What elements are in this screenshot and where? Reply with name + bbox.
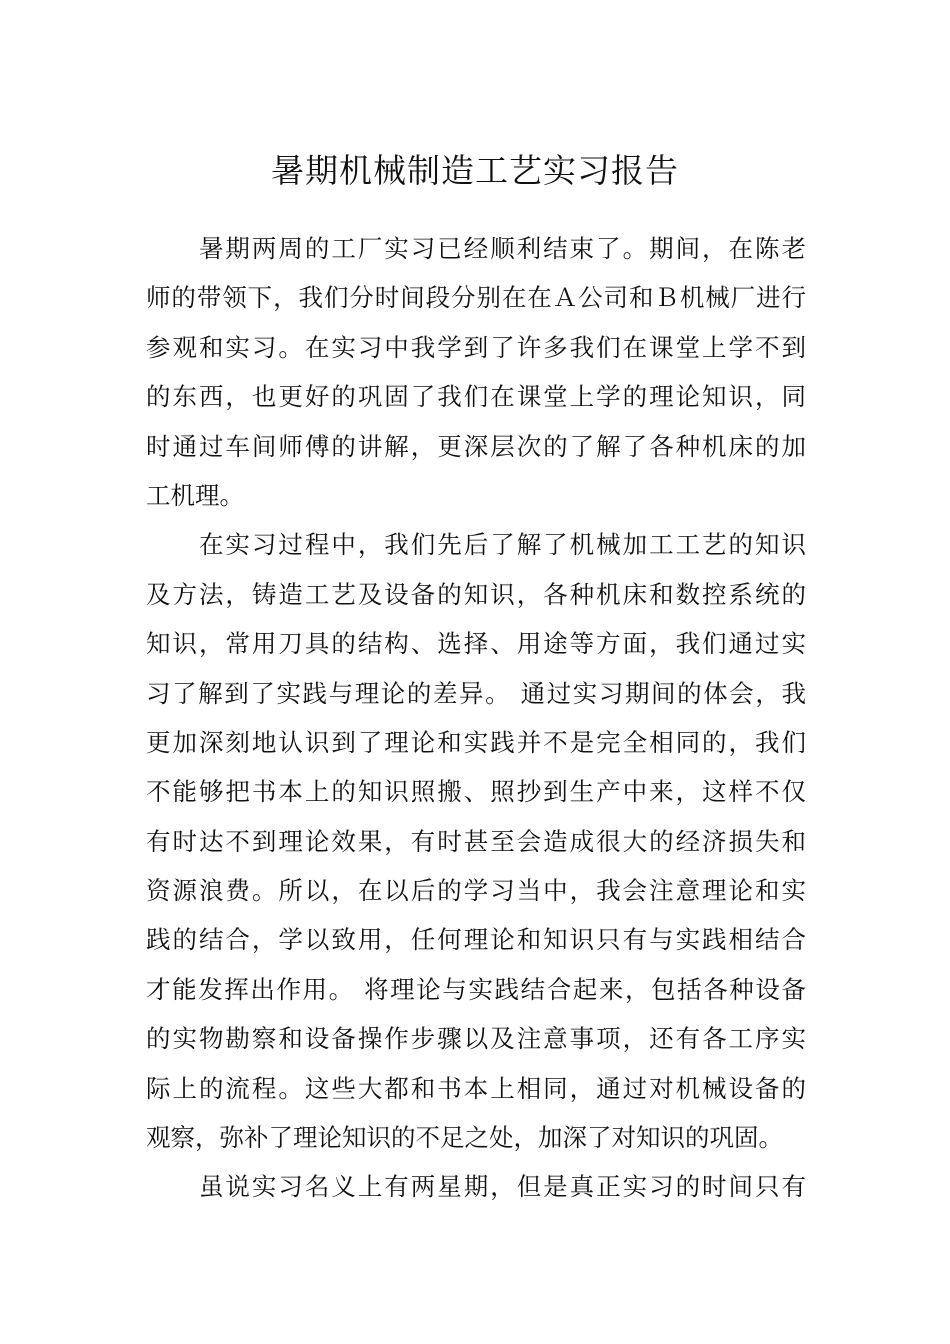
body-line: 才能发挥出作用。 将理论与实践结合起来，包括各种设备 <box>146 974 806 1004</box>
body-line: 有时达不到理论效果，有时甚至会造成很大的经济损失和 <box>146 826 806 856</box>
body-line: 更加深刻地认识到了理论和实践并不是完全相同的，我们 <box>146 727 806 757</box>
body-line: 践的结合，学以致用，任何理论和知识只有与实践相结合 <box>146 925 806 955</box>
body-line: 及方法，铸造工艺及设备的知识，各种机床和数控系统的 <box>146 579 806 609</box>
body-line: 知识，常用刀具的结构、选择、用途等方面，我们通过实 <box>146 629 806 659</box>
body-line: 工机理。 <box>146 480 244 510</box>
body-line: 在实习过程中，我们先后了解了机械加工工艺的知识 <box>146 530 806 560</box>
body-line: 观察，弥补了理论知识的不足之处，加深了对知识的巩固。 <box>146 1123 783 1153</box>
document-title: 暑期机械制造工艺实习报告 <box>271 151 679 191</box>
body-line: 际上的流程。这些大都和书本上相同，通过对机械设备的 <box>146 1073 806 1103</box>
body-line: 不能够把书本上的知识照搬、照抄到生产中来，这样不仅 <box>146 777 806 807</box>
body-line: 时通过车间师傅的讲解，更深层次的了解了各种机床的加 <box>146 431 806 461</box>
body-line: 资源浪费。所以，在以后的学习当中，我会注意理论和实 <box>146 876 806 906</box>
body-line: 习了解到了实践与理论的差异。 通过实习期间的体会，我 <box>146 678 806 708</box>
body-line: 虽说实习名义上有两星期，但是真正实习的时间只有 <box>146 1172 806 1202</box>
body-line: 暑期两周的工厂实习已经顺利结束了。期间，在陈老 <box>146 234 806 263</box>
body-line: 的实物勘察和设备操作步骤以及注意事项，还有各工序实 <box>146 1024 806 1054</box>
document-body <box>146 224 806 1212</box>
body-line: 师的带领下，我们分时间段分别在在Ａ公司和Ｂ机械厂进行 <box>146 283 806 313</box>
body-line: 的东西，也更好的巩固了我们在课堂上学的理论知识，同 <box>146 382 806 412</box>
body-line: 参观和实习。在实习中我学到了许多我们在课堂上学不到 <box>146 332 806 362</box>
